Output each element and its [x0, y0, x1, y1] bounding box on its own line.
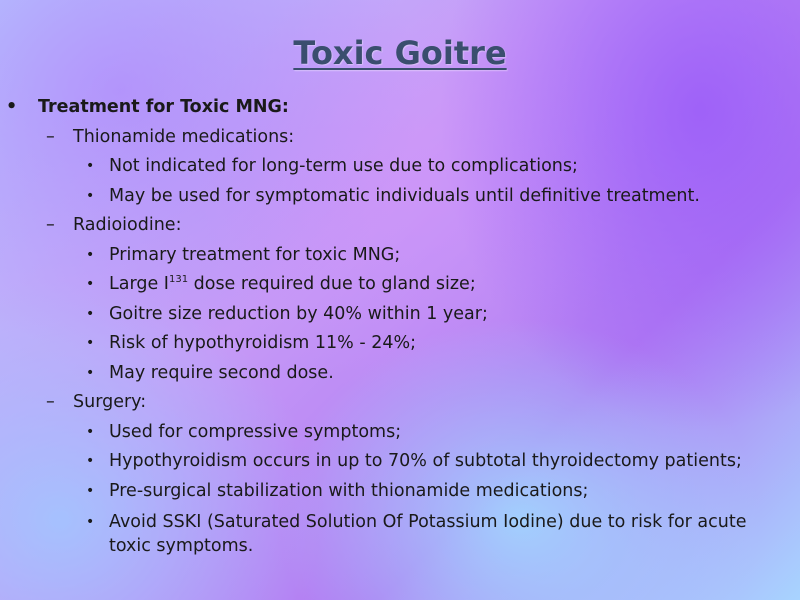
- bullet-marker: •: [86, 364, 95, 381]
- list-item: [0, 329, 800, 359]
- item-text: May be used for symptomatic individuals until definitive treatment.: [109, 185, 700, 206]
- section-surgery: [0, 388, 800, 418]
- bullet-marker: •: [86, 423, 95, 440]
- section-label: Surgery:: [73, 392, 147, 412]
- item-text: Pre-surgical stabilization with thionamide medications;: [109, 480, 589, 501]
- bullet-marker: •: [86, 514, 95, 530]
- bullet-marker: •: [86, 246, 95, 263]
- list-item: [0, 241, 800, 271]
- list-item: [0, 359, 800, 389]
- item-text-prefix: Large I: [109, 274, 169, 294]
- bullet-marker: •: [86, 453, 95, 469]
- list-item: [0, 418, 800, 448]
- list-item: [0, 447, 800, 477]
- item-text: [109, 274, 476, 294]
- item-text: Avoid SSKI (Saturated Solution Of Potassium Iodine) due to risk for acute toxic symptoms.: [109, 512, 747, 556]
- list-item: [0, 300, 800, 330]
- isotope-superscript: 131: [168, 274, 189, 285]
- bullet-marker: •: [86, 305, 95, 322]
- item-text: Primary treatment for toxic MNG;: [109, 244, 401, 265]
- list-item: [0, 182, 800, 212]
- list-item: [0, 152, 800, 182]
- heading-text: Treatment for Toxic MNG:: [38, 97, 289, 117]
- item-text: Goitre size reduction by 40% within 1 year;: [109, 303, 488, 324]
- bullet-marker: •: [86, 276, 95, 292]
- section-label: Radioiodine:: [73, 215, 182, 235]
- item-text-suffix: dose required due to gland size;: [188, 274, 476, 294]
- list-item: [0, 270, 800, 300]
- bullet-marker: •: [86, 335, 95, 351]
- bullet-heading: [0, 93, 800, 123]
- bullet-marker: •: [86, 158, 95, 174]
- section-thionamide: [0, 123, 800, 153]
- bullet-marker: •: [86, 482, 95, 499]
- bullet-marker: •: [86, 187, 95, 204]
- section-radioiodine: [0, 211, 800, 241]
- item-text: Hypothyroidism occurs in up to 70% of subtotal thyroidectomy patients;: [109, 451, 742, 471]
- dash-marker: –: [46, 215, 55, 235]
- section-label: Thionamide medications:: [73, 126, 295, 147]
- list-item: [0, 477, 800, 507]
- item-text: May require second dose.: [109, 362, 334, 383]
- dash-marker: –: [46, 126, 55, 147]
- slide-title: Toxic Goitre: [293, 34, 507, 72]
- item-text: Used for compressive symptoms;: [109, 421, 402, 442]
- item-text: Risk of hypothyroidism 11% - 24%;: [109, 333, 417, 353]
- list-item: [0, 506, 769, 558]
- slide-body: [0, 93, 800, 558]
- item-text: Not indicated for long-term use due to complications;: [109, 156, 578, 176]
- dash-marker: –: [46, 392, 55, 412]
- bullet-marker: •: [6, 97, 18, 117]
